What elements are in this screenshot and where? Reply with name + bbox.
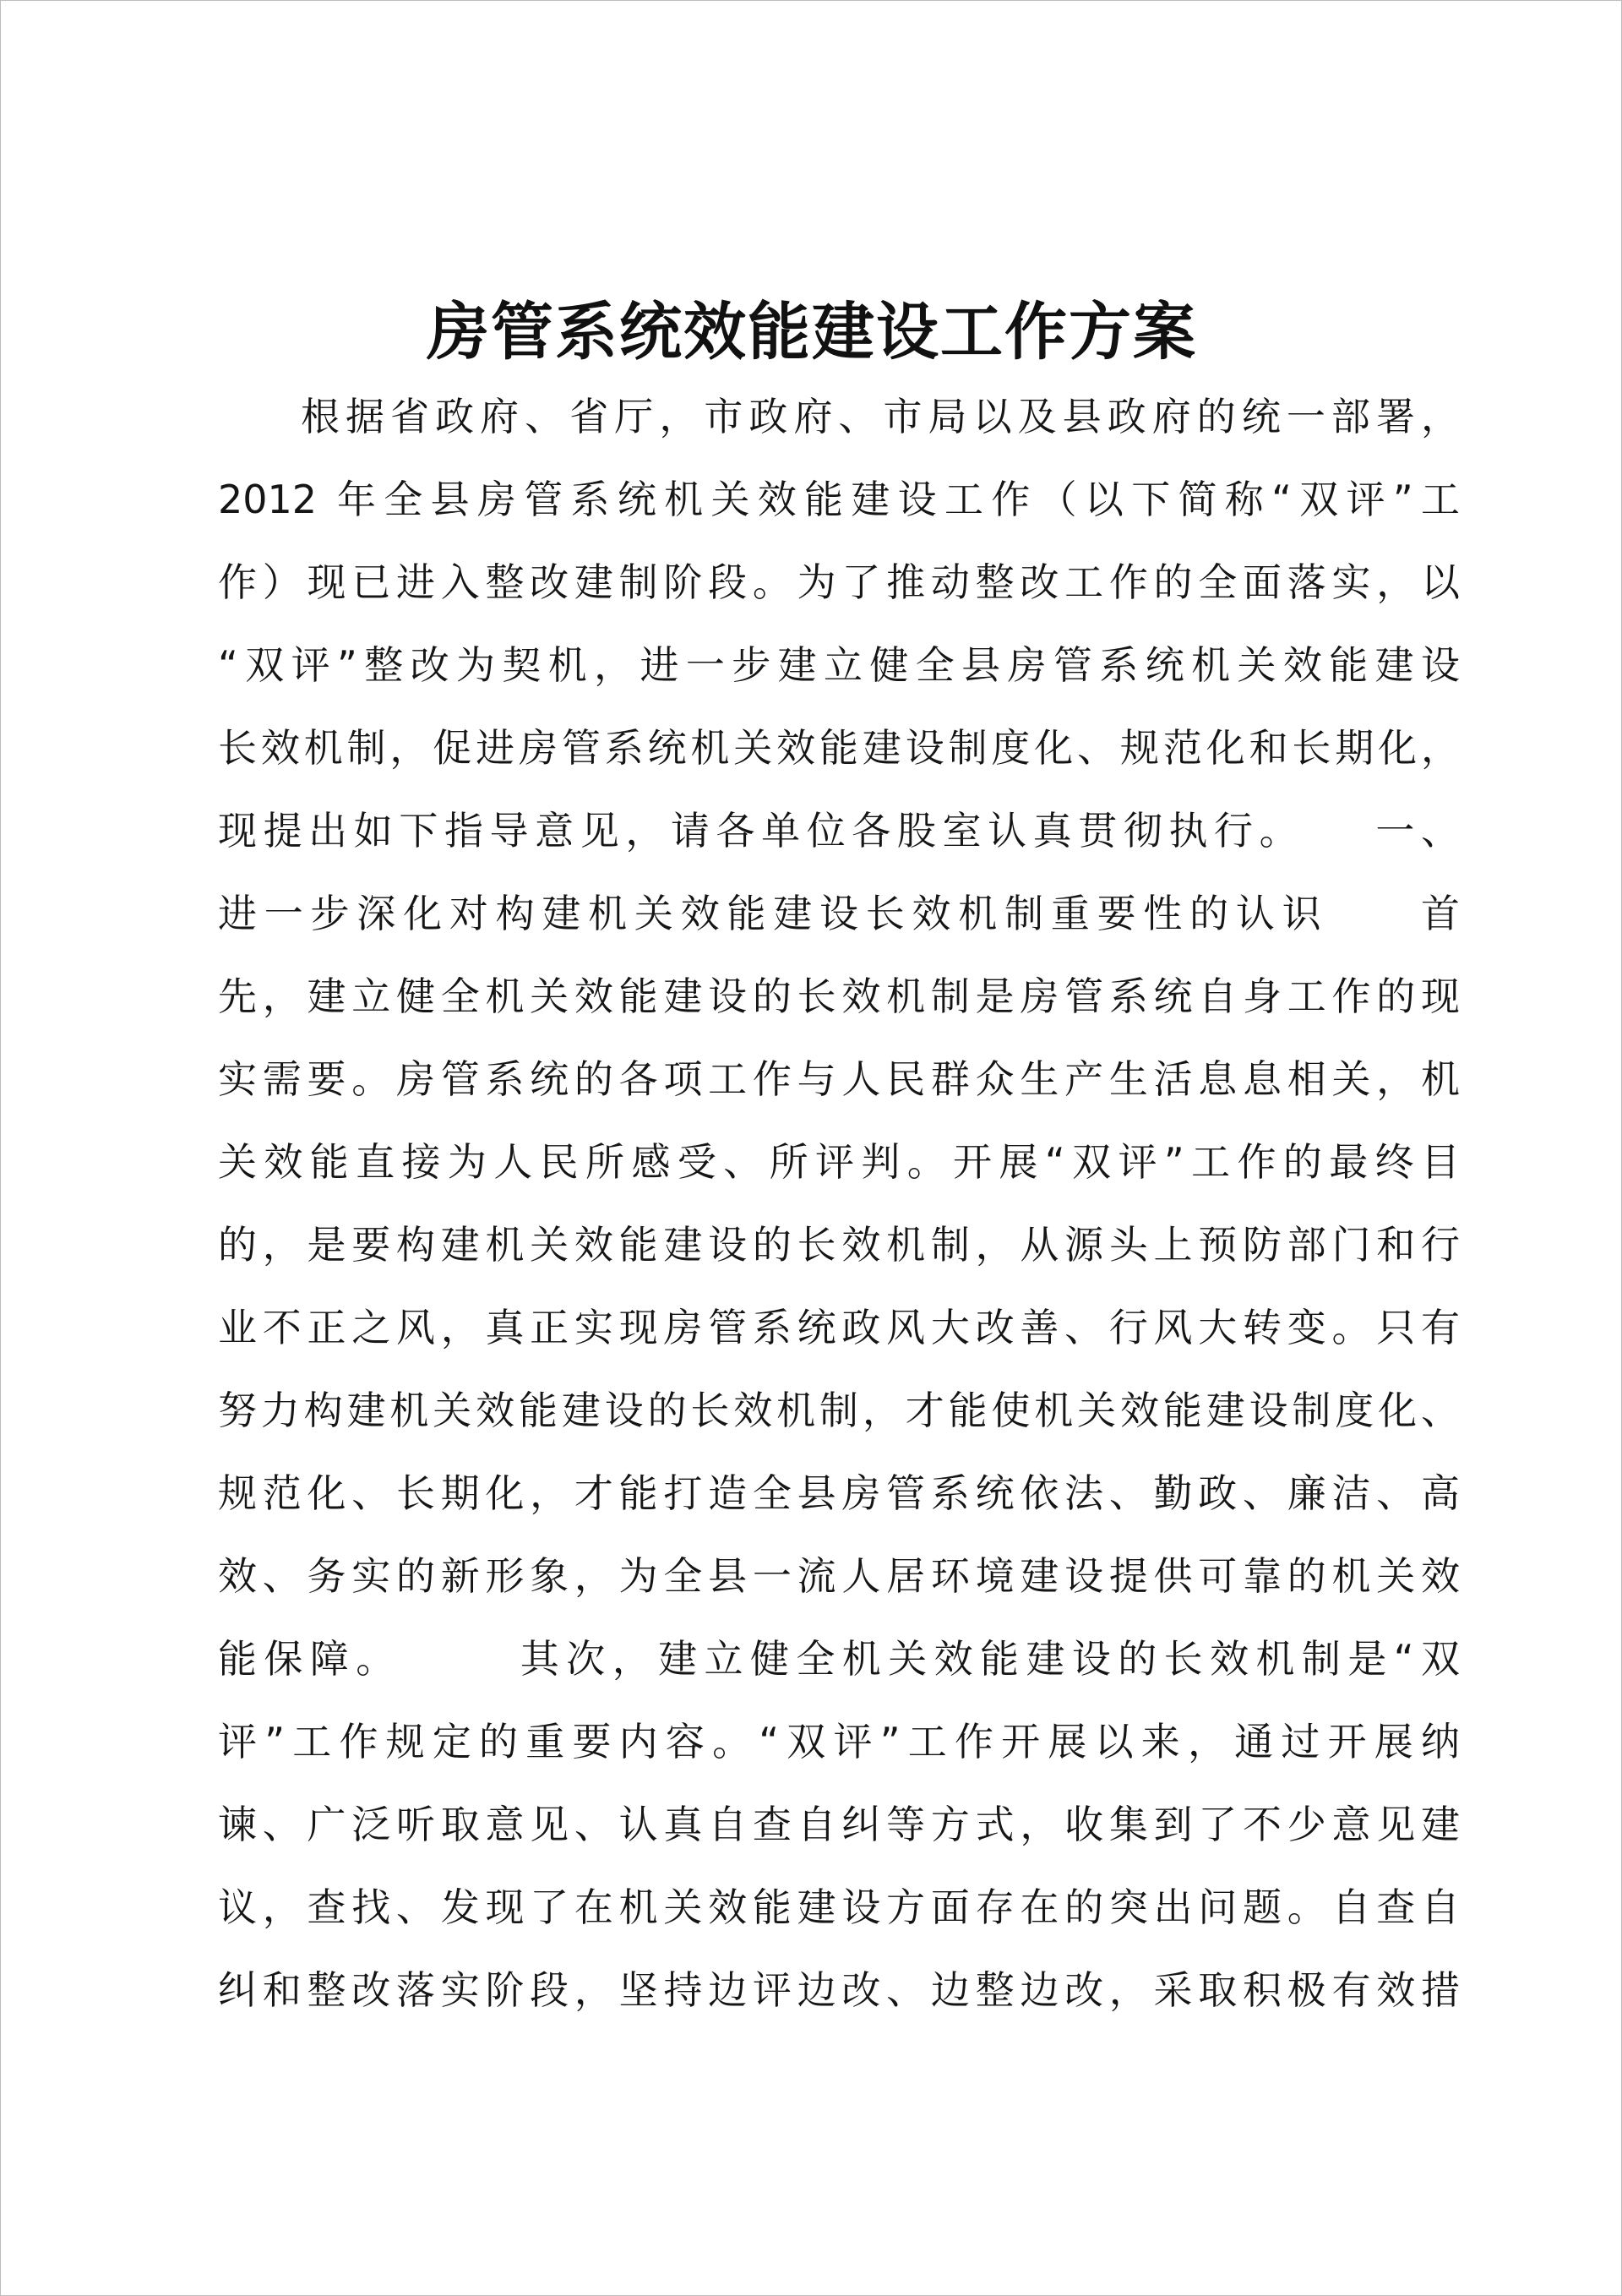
paragraph-line: 能保障。 其次，建立健全机关效能建设的长效机制是“双 [218,1636,1460,1682]
paragraph-line: 业不正之风，真正实现房管系统政风大改善、行风大转变。只有 [218,1305,1460,1350]
paragraph-line: 实需要。房管系统的各项工作与人民群众生产生活息息相关，机 [218,1056,1460,1102]
paragraph-line: 谏、广泛听取意见、认真自查自纠等方式，收集到了不少意见建 [218,1802,1460,1847]
paragraph-line: 先，建立健全机关效能建设的长效机制是房管系统自身工作的现 [218,973,1460,1019]
paragraph-line: 作）现已进入整改建制阶段。为了推动整改工作的全面落实，以 [218,559,1460,605]
document-title: 房管系统效能建设工作方案 [427,296,1197,368]
paragraph-line: 2012 年全县房管系统机关效能建设工作（以下简称“双评”工 [218,477,1460,522]
paragraph-line: 努力构建机关效能建设的长效机制，才能使机关效能建设制度化、 [218,1388,1460,1433]
paragraph-line: 根据省政府、省厅，市政府、市局以及县政府的统一部署， [301,394,1460,439]
paragraph-line: 规范化、长期化，才能打造全县房管系统依法、勤政、廉洁、高 [218,1470,1460,1516]
paragraph-line: 长效机制，促进房管系统机关效能建设制度化、规范化和长期化， [218,725,1460,771]
paragraph-line: 纠和整改落实阶段，坚持边评边改、边整边改，采取积极有效措 [218,1967,1460,2013]
paragraph-line: 关效能直接为人民所感受、所评判。开展“双评”工作的最终目 [218,1139,1460,1185]
paragraph-line: “双评”整改为契机，进一步建立健全县房管系统机关效能建设 [218,642,1460,688]
paragraph-line: 进一步深化对构建机关效能建设长效机制重要性的认识 首 [218,891,1460,936]
paragraph-line: 评”工作规定的重要内容。“双评”工作开展以来，通过开展纳 [218,1719,1460,1764]
paragraph-line: 效、务实的新形象，为全县一流人居环境建设提供可靠的机关效 [218,1553,1460,1599]
paragraph-line: 的，是要构建机关效能建设的长效机制，从源头上预防部门和行 [218,1222,1460,1268]
paragraph-line: 现提出如下指导意见，请各单位各股室认真贯彻执行。 一、 [218,808,1460,854]
paragraph-line: 议，查找、发现了在机关效能建设方面存在的突出问题。自查自 [218,1884,1460,1930]
